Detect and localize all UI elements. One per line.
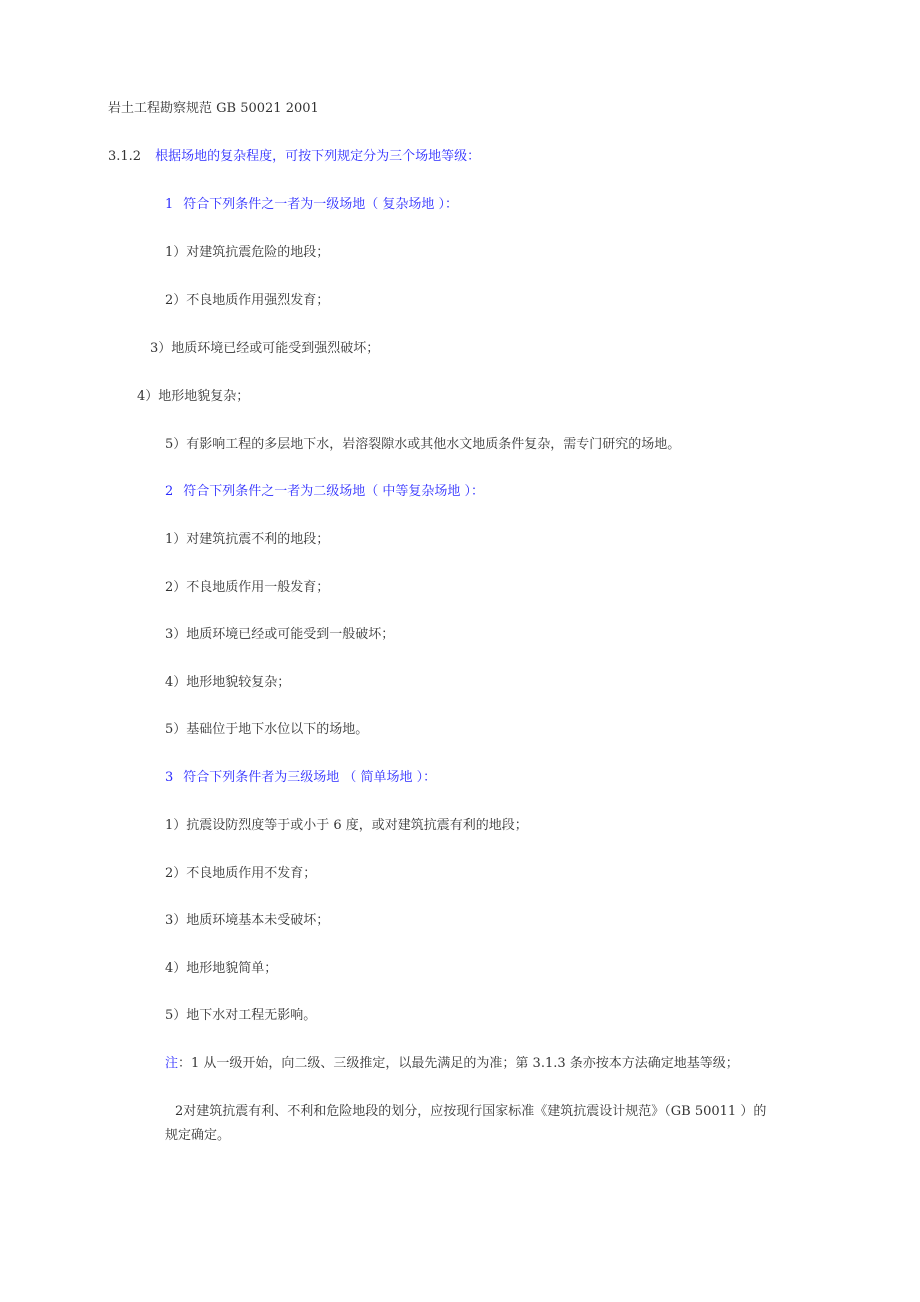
list-item: 1）抗震设防烈度等于或小于 6 度，或对建筑抗震有利的地段； (165, 818, 528, 833)
clause-text: 根据场地的复杂程度，可按下列规定分为三个场地等级： (155, 149, 481, 164)
list-item: 4）地形地貌简单； (165, 961, 278, 976)
list-item: 5）地下水对工程无影响。 (165, 1008, 317, 1023)
list-item: 4）地形地貌复杂； (137, 389, 250, 404)
grade3-number: 3 (165, 770, 174, 785)
list-item: 5）有影响工程的多层地下水，岩溶裂隙水或其他水文地质条件复杂，需专门研究的场地。 (165, 437, 681, 452)
list-item: 1）对建筑抗震危险的地段； (165, 245, 330, 260)
list-item: 1）对建筑抗震不利的地段； (165, 532, 330, 547)
grade2-number: 2 (165, 484, 174, 499)
grade3-text: 符合下列条件者为三级场地 （ 简单场地 ）： (183, 770, 437, 785)
list-item: 2）不良地质作用强烈发育； (165, 293, 330, 308)
grade2-text: 符合下列条件之一者为二级场地（ 中等复杂场地 ）： (183, 484, 485, 499)
list-item: 4）地形地貌较复杂； (165, 675, 291, 690)
grade1-text: 符合下列条件之一者为一级场地（ 复杂场地 ）： (183, 197, 459, 212)
list-item: 2）不良地质作用不发育； (165, 866, 317, 881)
list-item: 2）不良地质作用一般发育； (165, 580, 330, 595)
list-item: 5）基础位于地下水位以下的场地。 (165, 722, 369, 737)
note-2-line2: 规定确定。 (165, 1128, 231, 1143)
note-2-line1: 2对建筑抗震有利、不利和危险地段的划分，应按现行国家标准《建筑抗震设计规范》（GB 50011 ）的 (175, 1104, 767, 1119)
grade1-number: 1 (165, 197, 174, 212)
list-item: 3）地质环境已经或可能受到一般破坏； (165, 627, 395, 642)
grade1-heading (165, 197, 458, 213)
clause-number: 3.1.2 (108, 149, 142, 164)
clause-heading (108, 149, 480, 165)
document-title: 岩土工程勘察规范 GB 50021 2001 (108, 101, 319, 116)
note-1-text: ：1 从一级开始，向二级、三级推定，以最先满足的为准；第 3.1.3 条亦按本方法确定地基等级； (178, 1056, 739, 1071)
note-label: 注 (165, 1056, 179, 1071)
list-item: 3）地质环境已经或可能受到强烈破坏； (150, 341, 380, 356)
grade3-heading (165, 770, 436, 786)
list-item: 3）地质环境基本未受破坏； (165, 913, 330, 928)
note-1 (165, 1056, 739, 1072)
grade2-heading (165, 484, 484, 500)
